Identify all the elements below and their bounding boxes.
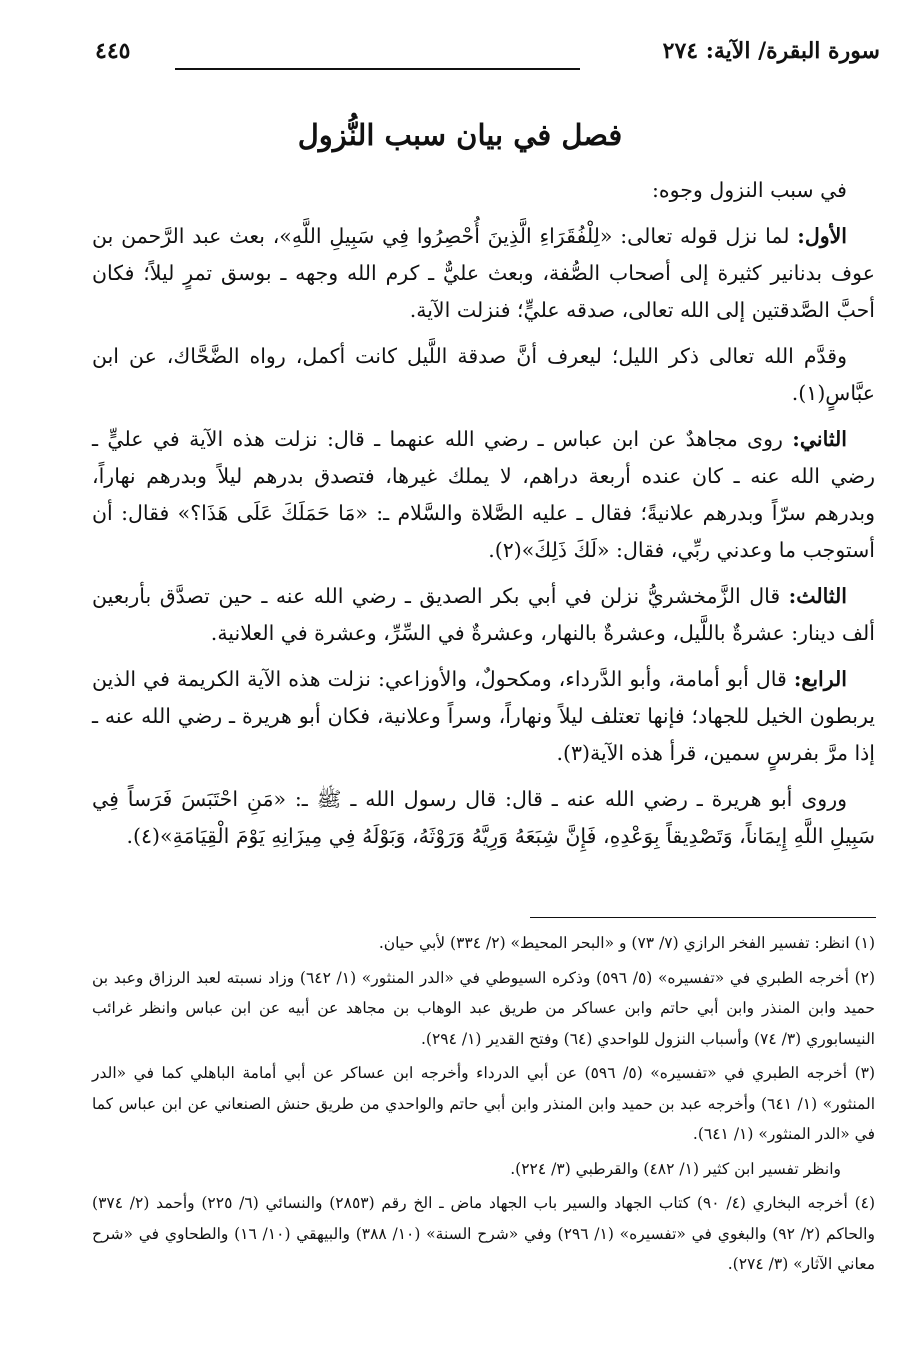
section-title: فصل في بيان سبب النُّزول [297, 118, 623, 152]
paragraph-night-note [92, 338, 875, 412]
paragraph-second [92, 421, 875, 569]
footnote-1: (١) انظر: تفسير الفخر الرازي (٧/ ٧٣) و «البحر المحيط» (٢/ ٣٣٤) لأبي حيان. [378, 934, 875, 952]
paragraph-text: وروى أبو هريرة ـ رضي الله عنه ـ قال: قال رسول الله ـ ﷺ ـ: «مَنِ احْتَبَسَ فَرَساً فِي سَبِيلِ اللَّهِ إِيمَاناً، وَتَصْدِيقاً بِوَعْدِهِ، فَإِنَّ شِبَعَهُ وَرِيَّهُ وَرَوْثَهُ، وَبَوْلَهُ فِي مِيزَانِهِ يَوْمَ الْقِيَامَةِ»(٤). [92, 787, 875, 848]
footnotes [92, 928, 875, 1284]
intro-line: في سبب النزول وجوه: [652, 178, 847, 202]
paragraph-text: لما نزل قوله تعالى: «لِلْفُقَرَاءِ الَّذِينَ أُحْصِرُوا فِي سَبِيلِ اللَّهِ»، بعث عبد الرَّحمن بن عوف بدنانير كثيرة إلى أصحاب الصُّفة، وبعث عليٌّ ـ كرم الله وجهه ـ بوسق تمرٍ ليلاً؛ فكان أحبَّ الصَّدقتين إلى الله تعالى، صدقه عليٍّ؛ فنزلت الآية. [92, 224, 875, 322]
main-text [92, 172, 875, 864]
page-number: ٤٤٥ [95, 38, 131, 64]
paragraph-first [92, 218, 875, 329]
paragraph-text: روى مجاهدٌ عن ابن عباس ـ رضي الله عنهما ـ قال: نزلت هذه الآية في عليٍّ ـ رضي الله عنه ـ كان عنده أربعة دراهم، لا يملك غيرها، فتصدق بدرهم ليلاً وبدرهم نهاراً، وبدرهم سرّاً وبدرهم علانيةً؛ فقال ـ عليه الصَّلاة والسَّلام ـ: «مَا حَمَلَكَ عَلَى هَذَا؟» فقال: أن أستوجب ما وعدني ربِّي، فقال: «لَكَ ذَلِكَ»(٢). [92, 427, 875, 562]
paragraph-text: وقدَّم الله تعالى ذكر الليل؛ ليعرف أنَّ صدقة اللَّيل كانت أكمل، رواه الضَّحَّاك، عن ابن عبَّاسٍ(١). [92, 344, 875, 405]
paragraph-fourth [92, 661, 875, 772]
footnote-2: (٢) أخرجه الطبري في «تفسيره» (٥/ ٥٩٦) وذكره السيوطي في «الدر المنثور» (١/ ٦٤٢) وزاد نسبته لعبد الرزاق وعبد بن حميد وابن المنذر وابن أبي حاتم وابن عساكر من طريق عبد الوهاب بن مجاهد عن أبيه عن ابن عباس وانظر غرائب النيسابوري (٣/ ٧٤) وأسباب النزول للواحدي (٦٤) وفتح القدير (١/ ٢٩٤). [92, 968, 876, 1048]
paragraph-hadith [92, 781, 875, 855]
paragraph-text: قال أبو أمامة، وأبو الدَّرداء، ومكحولٌ، والأوزاعي: نزلت هذه الآية الكريمة في الذين يربطون الخيل للجهاد؛ فإنها تعتلف ليلاً ونهاراً، وسراً وعلانية، فكان أبو هريرة ـ رضي الله عنه ـ إذا مرَّ بفرسٍ سمين، قرأ هذه الآية(٣). [92, 667, 875, 765]
header-rule [175, 68, 580, 70]
running-title: سورة البقرة/ الآية: ٢٧٤ [662, 38, 880, 64]
footnote-separator [530, 917, 876, 918]
paragraph-lead: الثاني: [792, 427, 847, 451]
paragraph-lead: الأول: [797, 224, 847, 248]
footnote-3: (٣) أخرجه الطبري في «تفسيره» (٥/ ٥٩٦) عن أبي الدرداء وأخرجه ابن عساكر عن أبي أمامة الباهلي كما في «الدر المنثور» (١/ ٦٤١) وأخرجه عبد بن حميد وابن المنذر وابن أبي حاتم والواحدي من طريق حنش الصنعاني عن ابن عباس كما في «الدر المنثور» (١/ ٦٤١). [92, 1064, 876, 1143]
footnote-4: (٤) أخرجه البخاري (٤/ ٩٠) كتاب الجهاد والسير باب الجهاد ماض ـ الخ رقم (٢٨٥٣) والنسائي (٦/ ٢٢٥) وأحمد (٢/ ٣٧٤) والحاكم (٢/ ٩٢) والبغوي في «تفسيره» (١/ ٢٩٦) وفي «شرح السنة» (١٠/ ٣٨٨) والبيهقي (١٠/ ١٦) والطحاوي في «شرح معاني الآثار» (٣/ ٢٧٤). [92, 1194, 876, 1273]
paragraph-text: قال الزَّمخشريُّ نزلن في أبي بكر الصديق ـ رضي الله عنه ـ حين تصدَّق بأربعين ألف دينار: عشرةٌ باللَّيل، وعشرةٌ بالنهار، وعشرةٌ في السِّرِّ، وعشرة في العلانية. [92, 584, 875, 645]
paragraph-lead: الثالث: [788, 584, 847, 608]
paragraph-lead: الرابع: [793, 667, 847, 691]
page-header [95, 38, 880, 78]
paragraph-third [92, 578, 875, 652]
footnote-3-continued: وانظر تفسير ابن كثير (١/ ٤٨٢) والقرطبي (٣/ ٢٢٤). [510, 1159, 841, 1178]
